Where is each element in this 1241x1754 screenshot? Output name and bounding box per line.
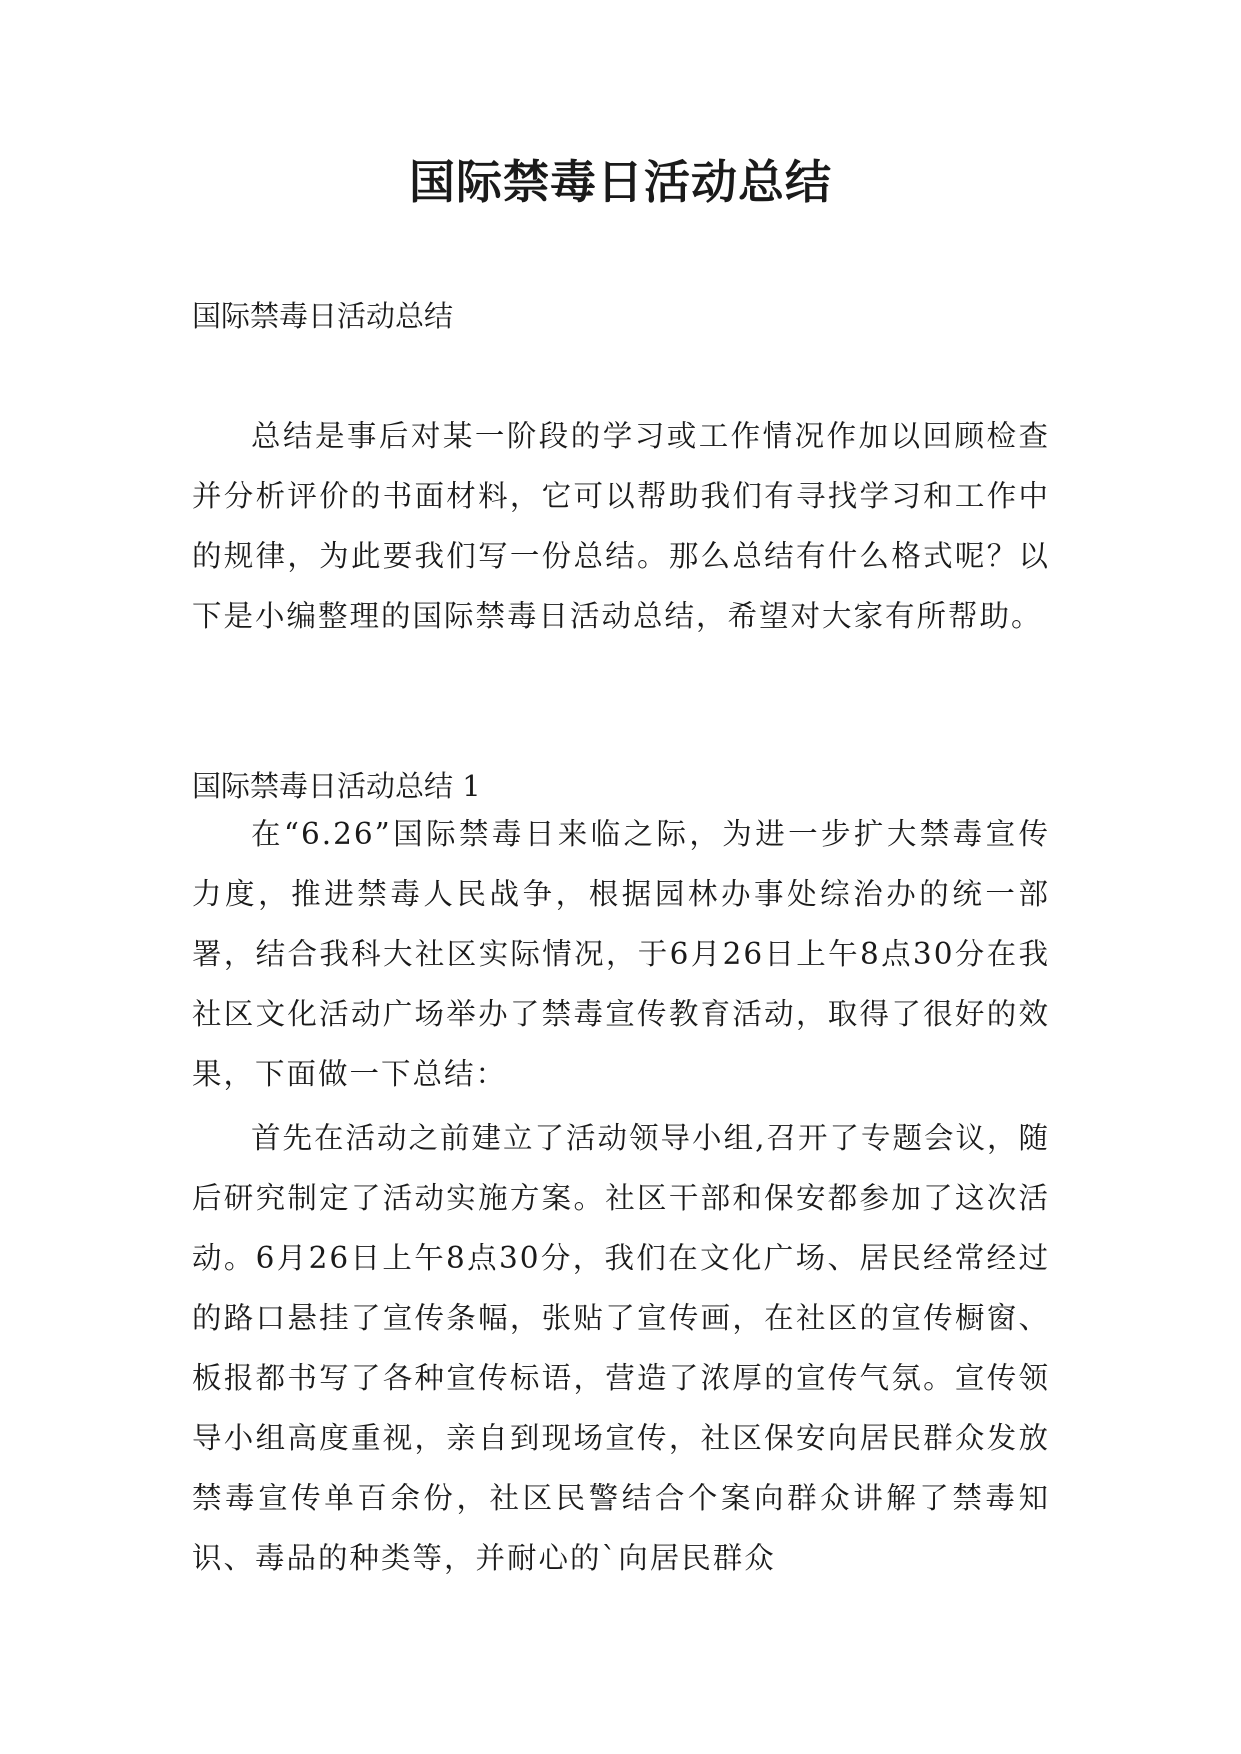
body-paragraph-1: 在“6.26”国际禁毒日来临之际，为进一步扩大禁毒宣传力度，推进禁毒人民战争，根据园林办事处综治办的统一部署，结合我科大社区实际情况，于6月26日上午8点30分在我社区文化活动广场举办了禁毒宣传教育活动，取得了很好的效果，下面做一下总结： [192,817,1050,1091]
document-subtitle: 国际禁毒日活动总结 [192,299,454,333]
body-paragraph-2: 首先在活动之前建立了活动领导小组,召开了专题会议，随后研究制定了活动实施方案。社区干部和保安都参加了这次活动。6月26日上午8点30分，我们在文化广场、居民经常经过的路口悬挂了宣传条幅，张贴了宣传画，在社区的宣传橱窗、板报都书写了各种宣传标语，营造了浓厚的宣传气氛。宣传领导小组高度重视，亲自到现场宣传，社区保安向居民群众发放禁毒宣传单百余份，社区民警结合个案向群众讲解了禁毒知识、毒品的种类等，并耐心的`向居民群众 [192,1121,1050,1575]
section-heading: 国际禁毒日活动总结 1 [192,769,481,803]
intro-paragraph: 总结是事后对某一阶段的学习或工作情况作加以回顾检查并分析评价的书面材料，它可以帮助我们有寻找学习和工作中的规律，为此要我们写一份总结。那么总结有什么格式呢？以下是小编整理的国际禁毒日活动总结，希望对大家有所帮助。 [192,419,1050,633]
document-title: 国际禁毒日活动总结 [409,155,832,209]
